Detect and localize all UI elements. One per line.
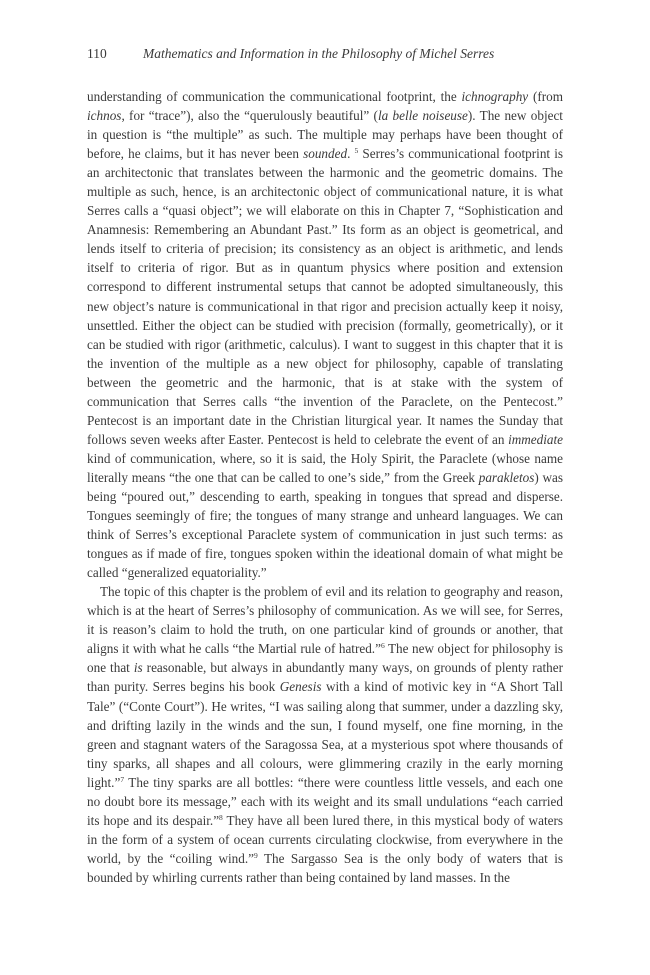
text-run: kind of communication, where, so it is said, the Holy Spirit, the Paraclete (whose name literally means “the one that can be called to one’s side,” from the Greek xyxy=(87,450,563,485)
footnote-marker-6[interactable]: 6 xyxy=(380,641,385,651)
text-run: reasonable, but always in abundantly many ways, on grounds of plenty rather than purity. Serres begins his book xyxy=(87,660,563,695)
footnote-marker-5[interactable]: 5 xyxy=(354,146,359,156)
text-run: The tiny sparks are all bottles: “there were countless little vessels, and each one no doubt bore its message,” each with its weight and its small undulations “each carried its hope and its despair.” xyxy=(87,774,563,828)
text-run: ). The new object in question is “the multiple” as such. The multiple may perhaps have been thought of before, he claims, but it has never been xyxy=(87,108,563,162)
italic-term: ichnography xyxy=(461,89,529,104)
paragraph-1 xyxy=(87,87,563,582)
text-run: They have all been lured there, in this mystical body of waters in the form of a system of ocean currents circulating clockwise, from everywhere in the world, by the “coiling wind.” xyxy=(87,812,563,866)
italic-term: la belle noiseuse xyxy=(377,108,468,124)
text-run: (from xyxy=(528,89,563,104)
italic-term: sounded xyxy=(303,146,348,162)
text-run: with a kind of motivic key in “A Short Tall Tale” (“Conte Court”). He writes, “I was sailing along that summer, under a dazzling sky, and drifting lazily in the winds and the sun, I found myself, one fine morning, in the green and stagnant waters of the Saragossa Sea, at a mysterious spot where thousands of tiny sparks, all shapes and all colours, were glimmering crazily in the early morning light.” xyxy=(87,679,564,790)
running-header xyxy=(87,45,567,63)
italic-term: Genesis xyxy=(279,679,322,695)
text-run: understanding of communication the communicational footprint, the xyxy=(87,89,462,104)
running-title: Mathematics and Information in the Philosophy of Michel Serres xyxy=(143,46,495,61)
italic-term: immediate xyxy=(508,431,563,447)
text-run: The Sargasso Sea is the only body of waters that is bounded by whirling currents rather than being contained by land masses. In the xyxy=(87,850,563,885)
text-run: Serres’s communicational footprint is an architectonic that translates between the harmonic and the geometric domains. The multiple as such, hence, is an architectonic object of communicational nature, it is what Serres calls a “quasi object”; we will elaborate on this in Chapter 7, “Sophistication and Anamnesis: Remembering an Abundant Past.” Its form as an object is geometrical, and lends itself to criteria of precision; its consistency as an object is arithmetic, and lends itself to criteria of rigor. But as in quantum physics where position and extension correspond to different instrumental setups that cannot be adopted simultaneously, this new object’s nature is communicational in that rigor and precision actually keep it noisy, unsettled. Either the object can be studied with precision (formally, geometrically), or it can be studied with rigor (arithmetic, calculus). I want to suggest in this chapter that it is the invention of the multiple as a new object for philosophy, capable of translating between the geometric and the harmonic, that is at stake with the system of communication that Serres calls “the invention of the Paraclete, on the Pentecost.” Pentecost is an important date in the Christian liturgical year. It names the Sunday that follows seven weeks after Easter. Pentecost is held to celebrate the event of an xyxy=(87,146,564,447)
italic-term: parakletos xyxy=(478,469,535,485)
text-run: ) was being “poured out,” descending to earth, speaking in tongues that spread and disperse. Tongues seemingly of fire; the tongues of many strange and unheard languages. We can think of Serres’s exceptional Paraclete system of communication in just such terms: as tongues as if made of fire, tongues spoken within the ideational domain of what might be called “generalized equatoriality.” xyxy=(87,469,563,581)
page-number: 110 xyxy=(87,46,107,61)
text-run: The new object for philosophy is one that xyxy=(87,641,564,676)
italic-term: is xyxy=(133,660,143,676)
text-run: The topic of this chapter is the problem of evil and its relation to geography and reason, which is at the heart of Serres’s philosophy of communication. As we will see, for Serres, it is reason’s claim to hold the truth, on one particular kind of grounds or another, that aligns it with what he calls “the Martial rule of hatred.” xyxy=(87,584,563,657)
body-text xyxy=(87,87,563,887)
footnote-marker-9[interactable]: 9 xyxy=(254,850,258,860)
italic-term: ichnos xyxy=(87,108,122,124)
text-run: , for “trace”), also the “querulously beautiful” ( xyxy=(121,108,378,124)
footnote-marker-7[interactable]: 7 xyxy=(120,774,125,784)
text-run: . xyxy=(347,146,355,162)
footnote-marker-8[interactable]: 8 xyxy=(219,812,223,822)
paragraph-2 xyxy=(87,582,563,887)
